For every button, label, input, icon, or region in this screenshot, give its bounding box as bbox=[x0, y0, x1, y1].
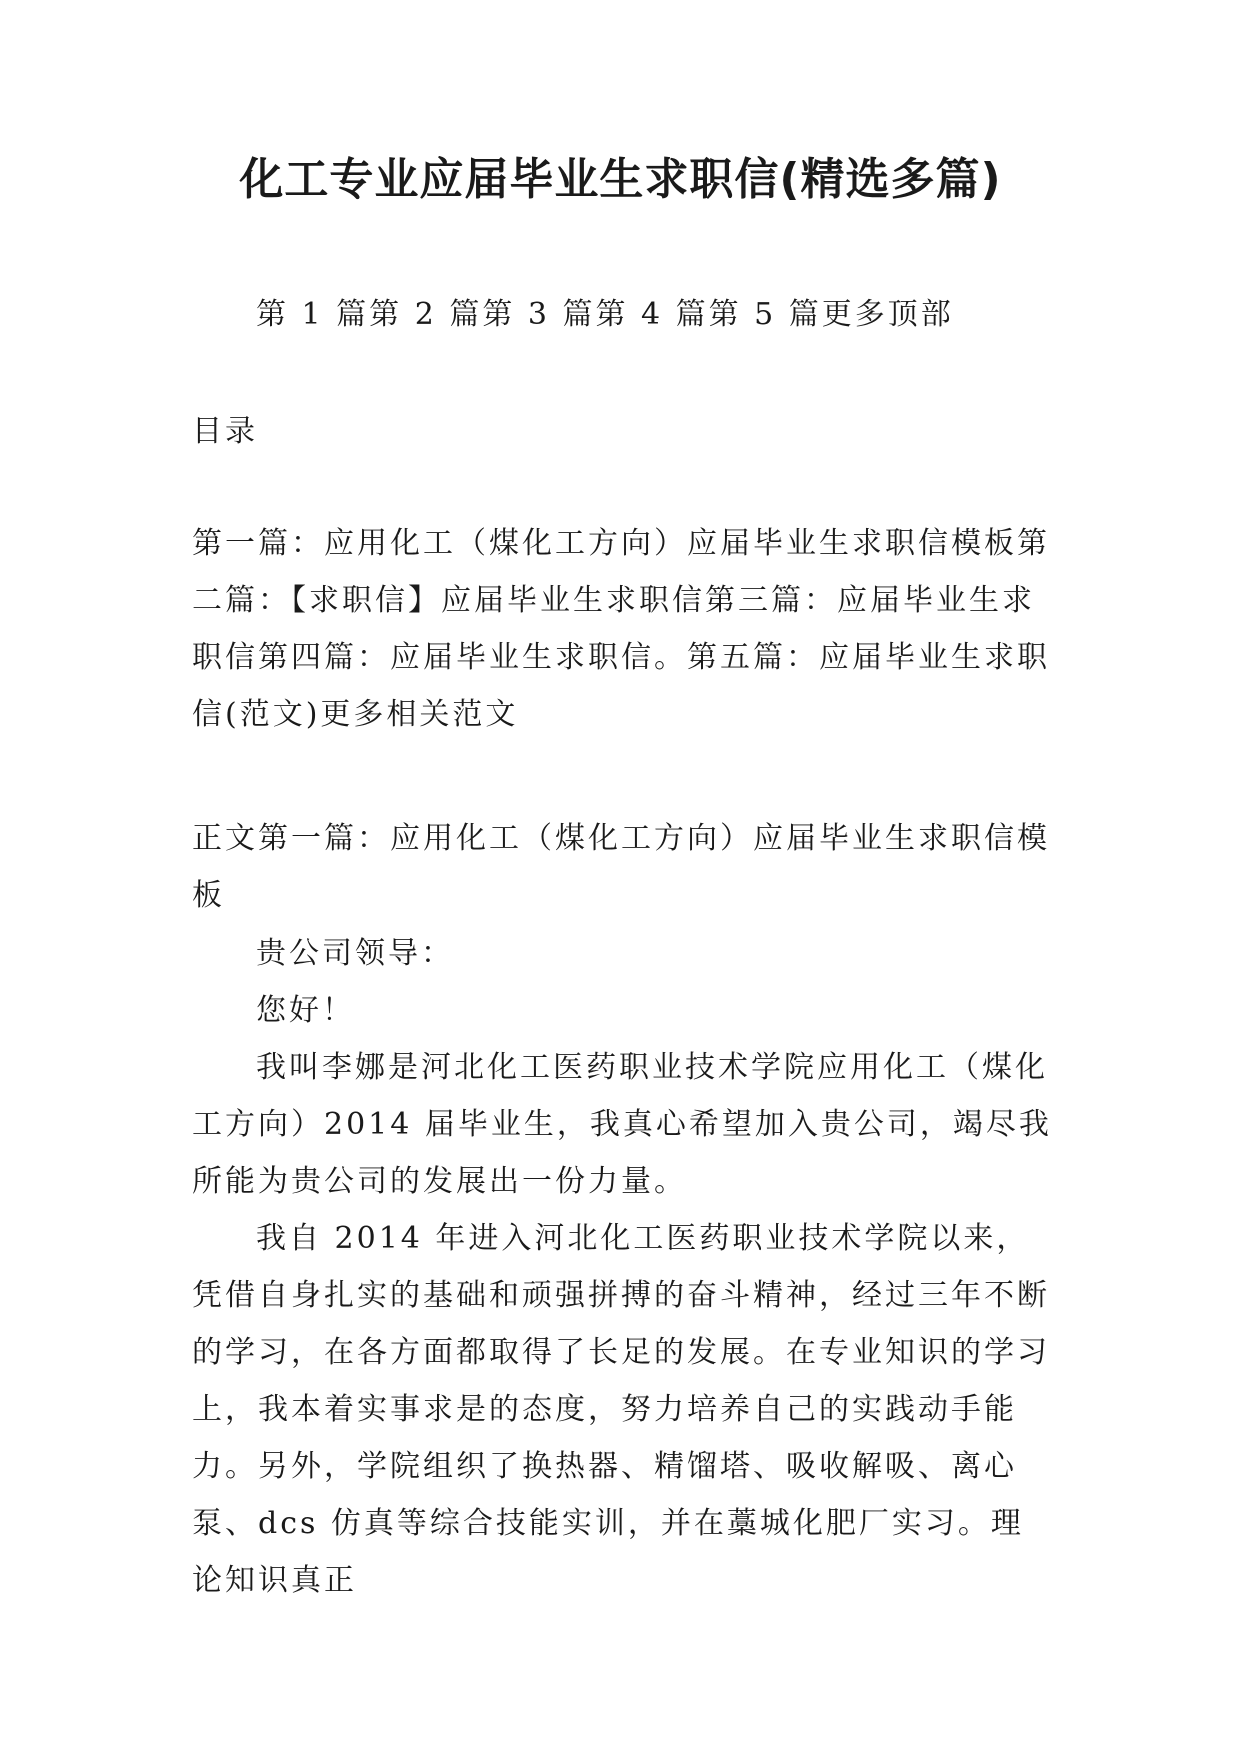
toc-label-text: 目录 bbox=[192, 414, 258, 449]
toc-text: 第一篇：应用化工（煤化工方向）应届毕业生求职信模板第二篇：【求职信】应届毕业生求职信第三篇：应届毕业生求职信第四篇：应届毕业生求职信。第五篇：应届毕业生求职信(范文)更多相关范文 bbox=[192, 526, 1050, 732]
greeting: 您好！ bbox=[256, 993, 355, 1028]
chapter-nav[interactable] bbox=[192, 286, 1052, 343]
letter-body bbox=[192, 925, 1052, 1609]
main-heading bbox=[192, 810, 1052, 924]
toc-list bbox=[192, 515, 1052, 743]
salutation: 贵公司领导： bbox=[256, 936, 454, 971]
toc-label bbox=[192, 403, 1052, 460]
paragraph: 我自 2014 年进入河北化工医药职业技术学院以来，凭借自身扎实的基础和顽强拼搏的奋斗精神，经过三年不断的学习，在各方面都取得了长足的发展。在专业知识的学习上，我本着实事求是的态度，努力培养自己的实践动手能力。另外，学院组织了换热器、精馏塔、吸收解吸、离心泵、dcs 仿真等综合技能实训，并在藁城化肥厂实习。理论知识真正 bbox=[192, 1221, 1050, 1598]
main-heading-text: 正文第一篇：应用化工（煤化工方向）应届毕业生求职信模板 bbox=[192, 821, 1050, 913]
paragraph: 我叫李娜是河北化工医药职业技术学院应用化工（煤化工方向）2014 届毕业生，我真心希望加入贵公司，竭尽我所能为贵公司的发展出一份力量。 bbox=[192, 1050, 1052, 1199]
chapter-nav-text[interactable]: 第 1 篇第 2 篇第 3 篇第 4 篇第 5 篇更多顶部 bbox=[256, 297, 954, 332]
document-title: 化工专业应届毕业生求职信(精选多篇) bbox=[239, 154, 1002, 205]
